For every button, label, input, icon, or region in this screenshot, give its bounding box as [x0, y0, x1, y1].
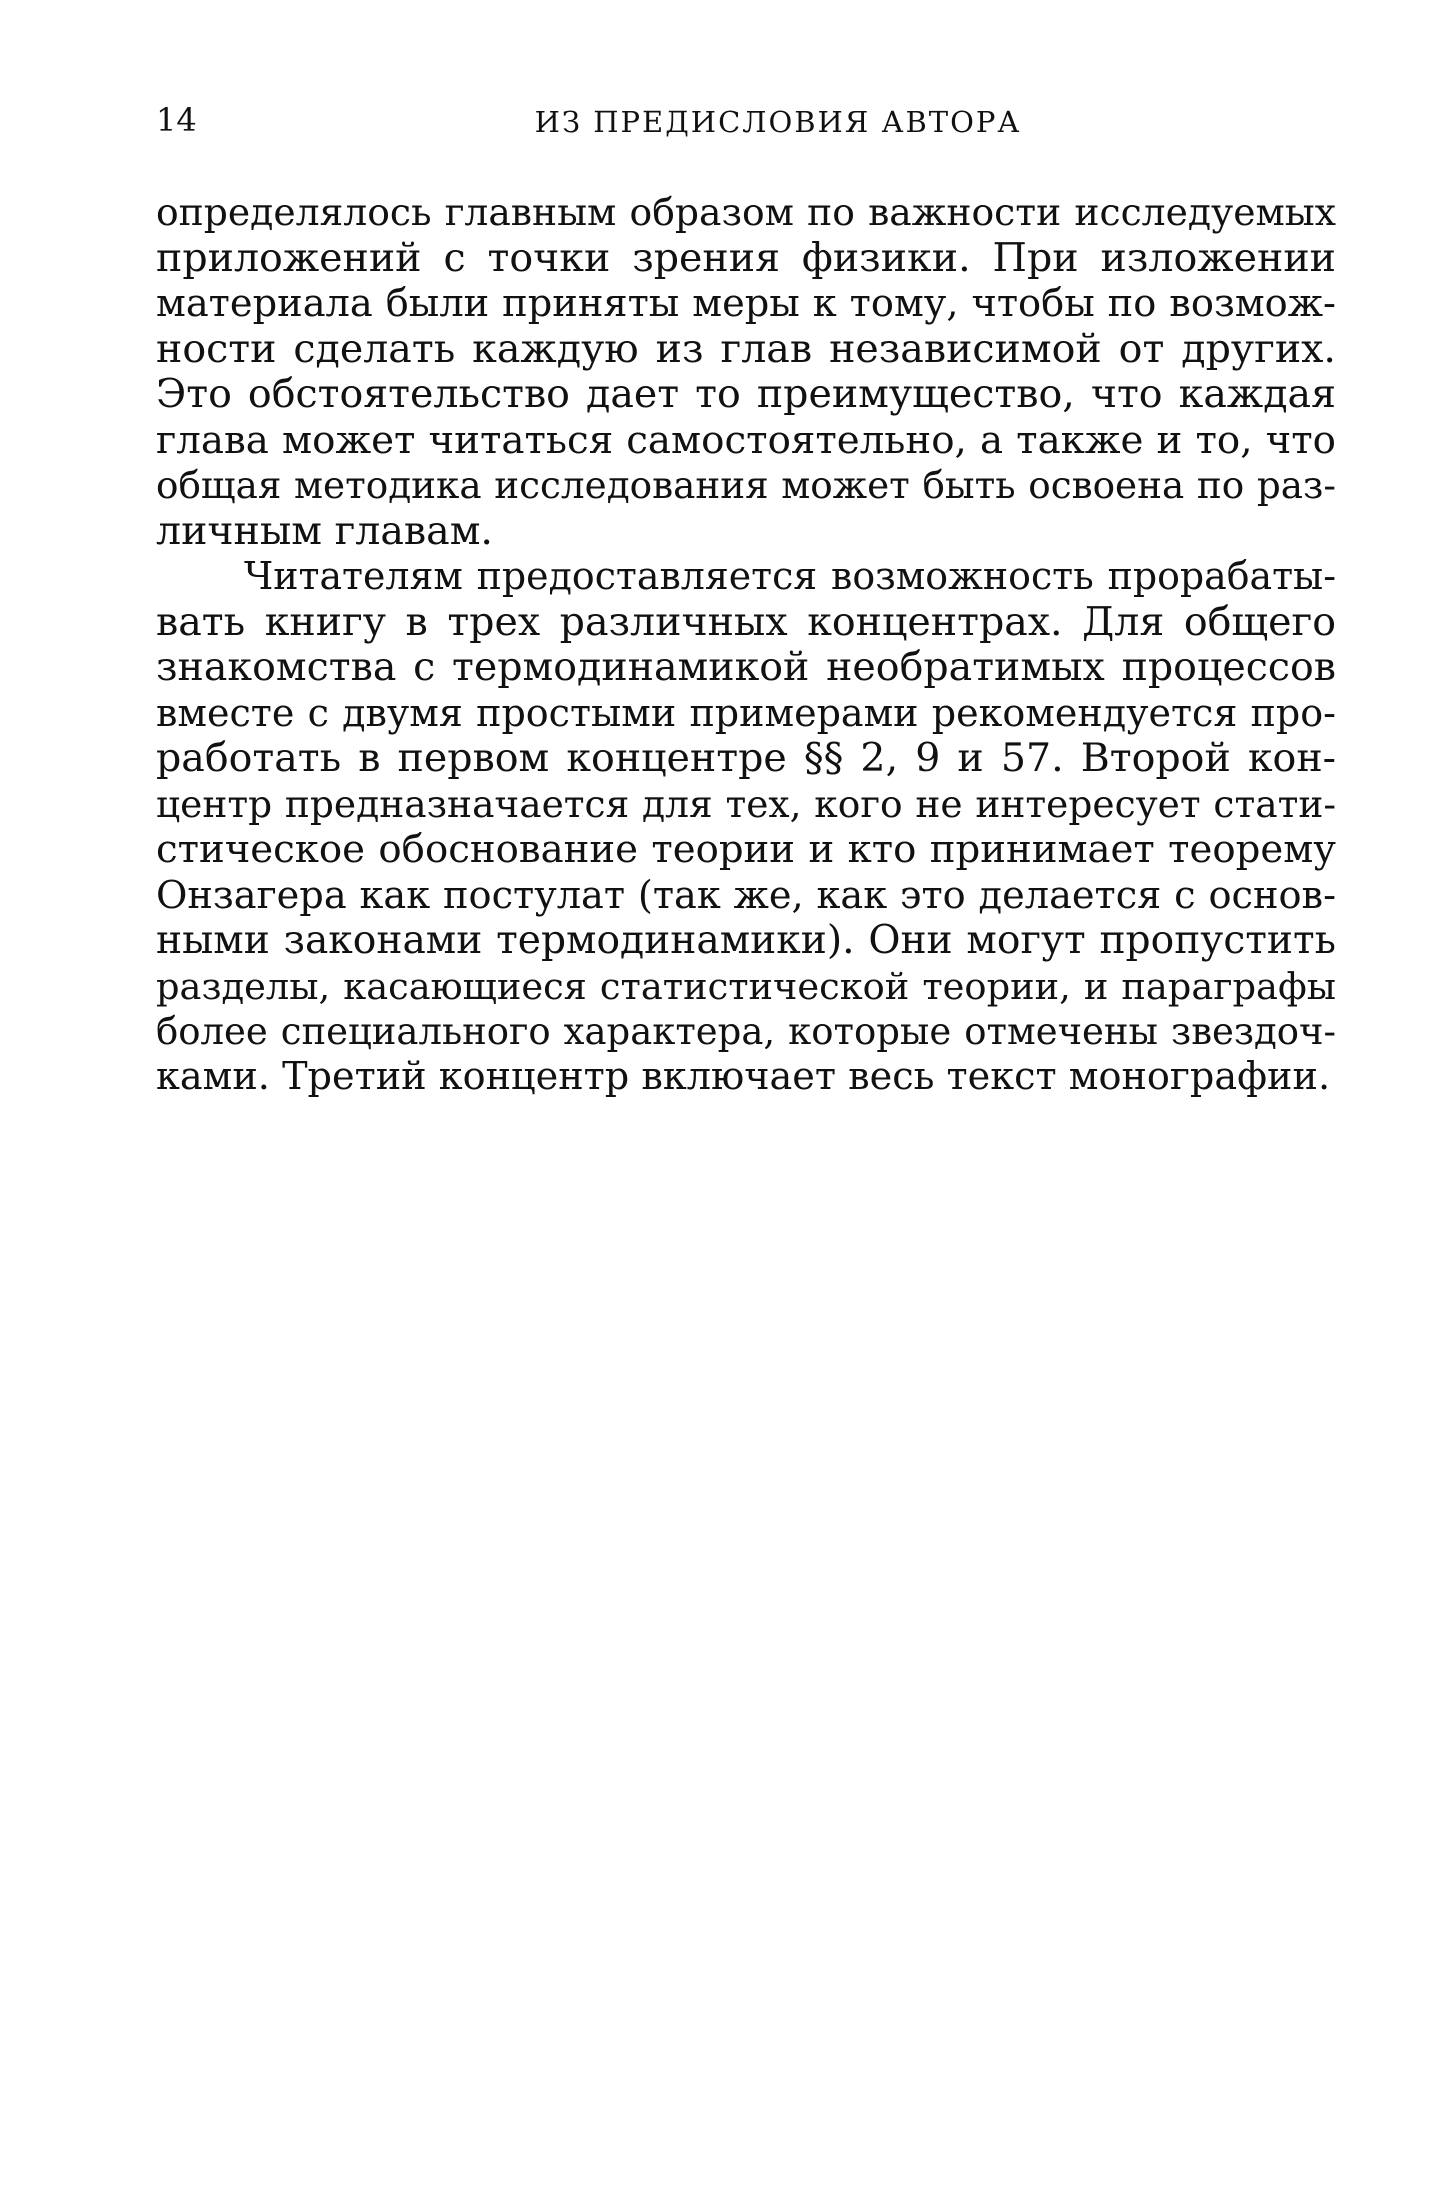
text-line: стическое обоснование теории и кто принимает теорему	[156, 827, 1336, 872]
text-line: разделы, касающиеся статистической теории, и параграфы	[156, 964, 1336, 1008]
running-head: ИЗ ПРЕДИСЛОВИЯ АВТОРА	[534, 105, 1022, 139]
paragraph-2	[156, 554, 1336, 1100]
text-line: глава может читаться самостоятельно, а также и то, что	[156, 417, 1336, 463]
text-line: ности сделать каждую из глав независимой от других.	[156, 325, 1336, 372]
text-line: вать книгу в трех различных концентрах. Для общего	[156, 598, 1336, 645]
body-text	[156, 190, 1336, 1100]
text-line: ными законами термодинамики). Они могут пропустить	[156, 918, 1336, 963]
text-line: работать в первом концентре §§ 2, 9 и 57. Второй кон-	[156, 735, 1336, 781]
page-number: 14	[156, 101, 197, 139]
text-line: личным главам.	[156, 507, 493, 554]
text-line: более специального характера, которые отмечены звездоч-	[156, 1010, 1336, 1053]
text-line: определялось главным образом по важности исследуемых	[156, 190, 1336, 234]
text-line: ками. Третий концентр включает весь текст монографии.	[156, 1054, 1331, 1099]
text-line: Читателям предоставляется возможность прорабаты-	[244, 554, 1336, 598]
paragraph-1	[156, 190, 1336, 554]
text-line: общая методика исследования может быть освоена по раз-	[156, 463, 1336, 507]
text-line: Онзагера как постулат (так же, как это делается с основ-	[156, 872, 1336, 918]
text-line: Это обстоятельство дает то преимущество, что каждая	[156, 371, 1336, 417]
text-line: материала были приняты меры к тому, чтобы по возмож-	[156, 281, 1336, 326]
text-line: вместе с двумя простыми примерами рекомендуется про-	[156, 690, 1336, 735]
text-line: центр предназначается для тех, кого не интересует стати-	[156, 781, 1336, 826]
text-line: приложений с точки зрения физики. При изложении	[156, 234, 1336, 281]
text-line: знакомства с термодинамикой необратимых процессов	[156, 644, 1336, 690]
